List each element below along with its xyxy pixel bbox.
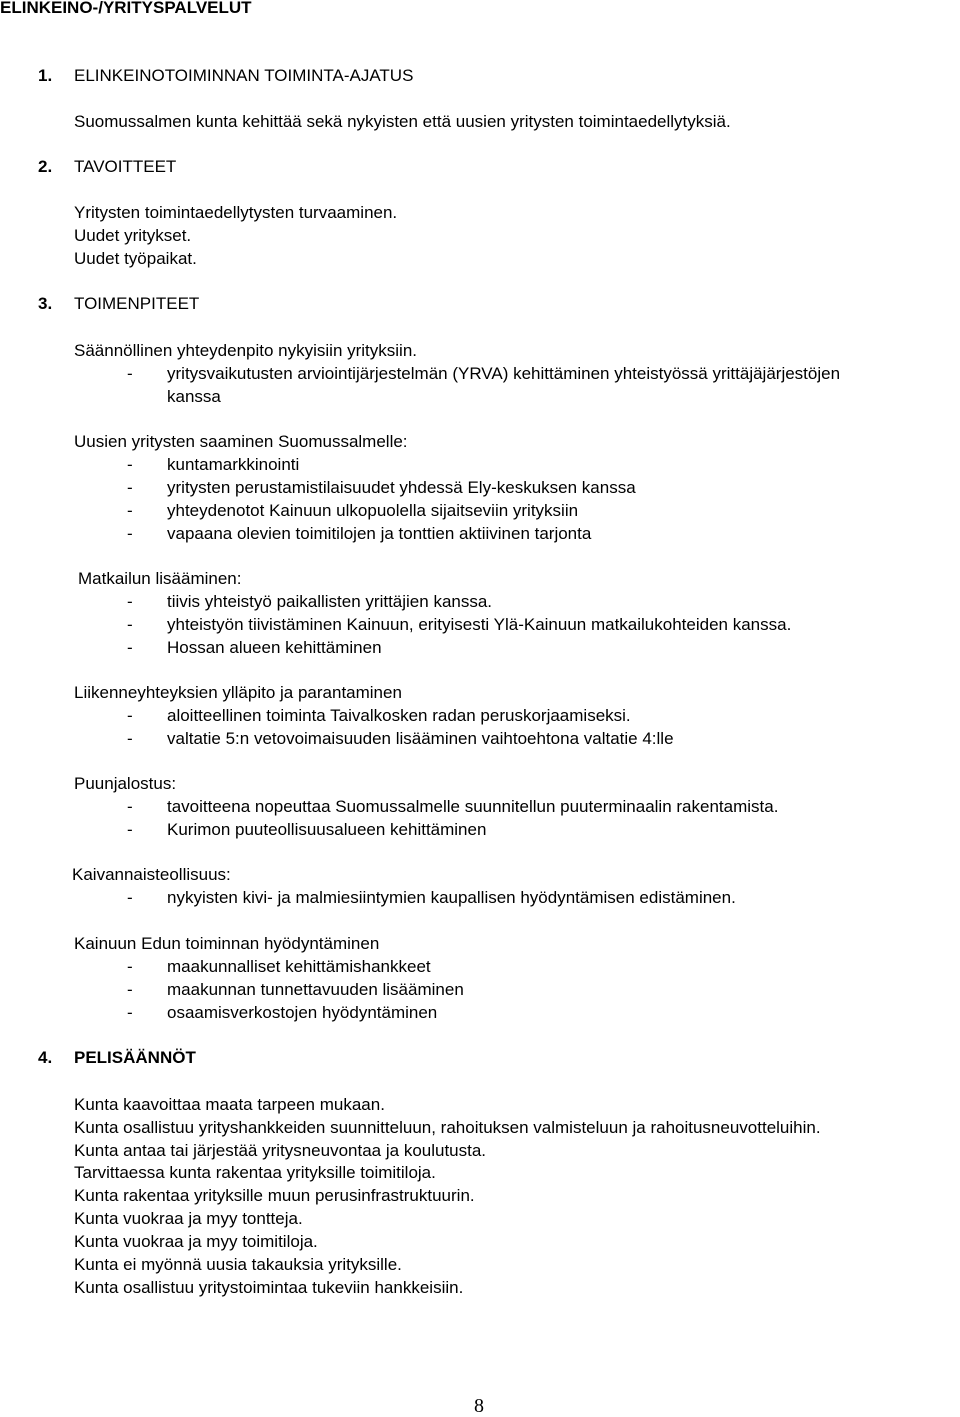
measure-group-title: Puunjalostus: — [74, 774, 177, 793]
bullet-dash: - — [127, 957, 133, 976]
goal-line: Uudet työpaikat. — [74, 249, 197, 268]
bullet-dash: - — [127, 706, 133, 725]
section-3-heading: TOIMENPITEET — [74, 294, 200, 313]
list-item: kuntamarkkinointi — [167, 455, 300, 474]
rule-line: Kunta antaa tai järjestää yritysneuvontaa ja koulutusta. — [74, 1141, 487, 1160]
page-number: 8 — [474, 1395, 484, 1417]
list-item: nykyisten kivi- ja malmiesiintymien kaupallisen hyödyntämisen edistäminen. — [167, 888, 736, 907]
list-item: yritysvaikutusten arviointijärjestelmän (YRVA) kehittäminen yhteistyössä yrittäjäjärjestöjen — [167, 364, 841, 383]
rule-line: Kunta kaavoittaa maata tarpeen mukaan. — [74, 1095, 385, 1114]
list-item: tavoitteena nopeuttaa Suomussalmelle suunnitellun puuterminaalin rakentamista. — [167, 797, 779, 816]
bullet-dash: - — [127, 501, 133, 520]
measure-group-title: Matkailun lisääminen: — [78, 569, 242, 588]
section-3-number: 3. — [38, 294, 53, 313]
measure-group-title: Liikenneyhteyksien ylläpito ja parantaminen — [74, 683, 402, 702]
bullet-dash: - — [127, 888, 133, 907]
bullet-dash: - — [127, 1003, 133, 1022]
goal-line: Yritysten toimintaedellytysten turvaaminen. — [74, 203, 398, 222]
bullet-dash: - — [127, 364, 133, 383]
section-1-text: Suomussalmen kunta kehittää sekä nykyisten että uusien yritysten toimintaedellytyksiä. — [74, 112, 731, 131]
list-item: yhteydenotot Kainuun ulkopuolella sijaitseviin yrityksiin — [167, 501, 579, 520]
bullet-dash: - — [127, 638, 133, 657]
rule-line: Kunta osallistuu yrityshankkeiden suunnitteluun, rahoituksen valmisteluun ja rahoitusneuvotteluihin. — [74, 1118, 821, 1137]
section-2-heading: TAVOITTEET — [74, 157, 177, 176]
list-item: Hossan alueen kehittäminen — [167, 638, 382, 657]
rule-line: Kunta ei myönnä uusia takauksia yrityksille. — [74, 1255, 402, 1274]
bullet-dash: - — [127, 980, 133, 999]
list-item: aloitteellinen toiminta Taivalkosken radan peruskorjaamiseksi. — [167, 706, 631, 725]
goal-line: Uudet yritykset. — [74, 226, 192, 245]
bullet-dash: - — [127, 524, 133, 543]
rule-line: Kunta osallistuu yritystoimintaa tukeviin hankkeisiin. — [74, 1278, 464, 1297]
rule-line: Tarvittaessa kunta rakentaa yrityksille toimitiloja. — [74, 1163, 436, 1182]
list-item: yritysten perustamistilaisuudet yhdessä Ely-keskuksen kanssa — [167, 478, 636, 497]
section-1-heading: ELINKEINOTOIMINNAN TOIMINTA-AJATUS — [74, 66, 414, 85]
list-item: yhteistyön tiivistäminen Kainuun, erityisesti Ylä-Kainuun matkailukohteiden kanssa. — [167, 615, 792, 634]
bullet-dash: - — [127, 478, 133, 497]
section-1-number: 1. — [38, 66, 53, 85]
list-item: maakunnan tunnettavuuden lisääminen — [167, 980, 464, 999]
bullet-dash: - — [127, 592, 133, 611]
list-item: vapaana olevien toimitilojen ja tonttien aktiivinen tarjonta — [167, 524, 592, 543]
list-item: maakunnalliset kehittämishankkeet — [167, 957, 431, 976]
bullet-dash: - — [127, 820, 133, 839]
section-4-number: 4. — [38, 1048, 53, 1067]
list-item: valtatie 5:n vetovoimaisuuden lisääminen vaihtoehtona valtatie 4:lle — [167, 729, 674, 748]
section-2-number: 2. — [38, 157, 53, 176]
bullet-dash: - — [127, 797, 133, 816]
list-item: osaamisverkostojen hyödyntäminen — [167, 1003, 438, 1022]
bullet-dash: - — [127, 455, 133, 474]
rule-line: Kunta vuokraa ja myy tontteja. — [74, 1209, 303, 1228]
measure-group-title: Uusien yritysten saaminen Suomussalmelle: — [74, 432, 408, 451]
list-item: tiivis yhteistyö paikallisten yrittäjien kanssa. — [167, 592, 493, 611]
measure-group-title: Kaivannaisteollisuus: — [72, 865, 231, 884]
bullet-dash: - — [127, 615, 133, 634]
rule-line: Kunta vuokraa ja myy toimitiloja. — [74, 1232, 318, 1251]
list-item: kanssa — [167, 387, 221, 406]
bullet-dash: - — [127, 729, 133, 748]
list-item: Kurimon puuteollisuusalueen kehittäminen — [167, 820, 487, 839]
measure-group-title: Kainuun Edun toiminnan hyödyntäminen — [74, 934, 380, 953]
measure-group-title: Säännöllinen yhteydenpito nykyisiin yrityksiin. — [74, 341, 418, 360]
page-title: ELINKEINO-/YRITYSPALVELUT — [0, 0, 252, 17]
section-4-heading: PELISÄÄNNÖT — [74, 1048, 196, 1067]
rule-line: Kunta rakentaa yrityksille muun perusinfrastruktuurin. — [74, 1186, 475, 1205]
